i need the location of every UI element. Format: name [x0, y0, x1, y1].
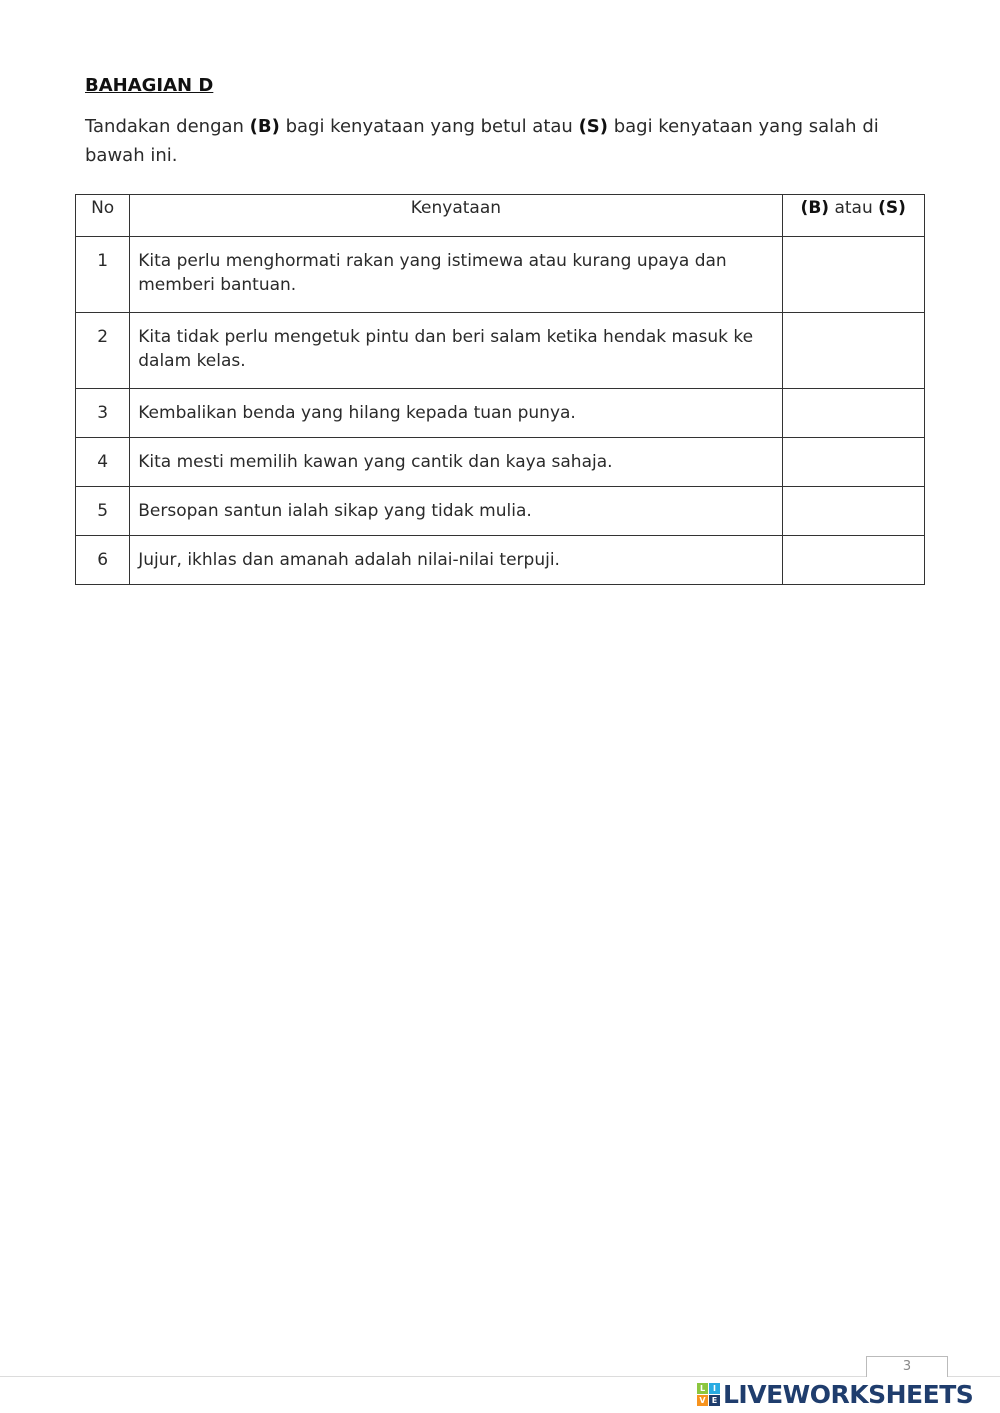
statements-table — [75, 194, 925, 585]
answer-input-3[interactable] — [782, 389, 925, 438]
header-statement: Kenyataan — [130, 195, 782, 237]
logo-mark-letter: E — [709, 1395, 720, 1406]
logo-mark-letter: V — [697, 1395, 708, 1406]
header-no: No — [76, 195, 130, 237]
header-answer-s: (S) — [878, 198, 906, 218]
answer-value[interactable] — [783, 389, 925, 437]
instruction-part-1: Tandakan dengan — [85, 116, 250, 137]
instruction-text — [85, 112, 925, 170]
instruction-s-marker: (S) — [578, 116, 608, 137]
answer-value[interactable] — [783, 487, 925, 535]
logo-text: LIVEWORKSHEETS — [723, 1379, 974, 1409]
table-row — [76, 536, 925, 585]
row-statement: Kita perlu menghormati rakan yang istimewa atau kurang upaya dan memberi bantuan. — [130, 237, 782, 313]
answer-value[interactable] — [783, 438, 925, 486]
logo-mark-letter: I — [709, 1383, 720, 1394]
answer-input-6[interactable] — [782, 536, 925, 585]
row-statement: Bersopan santun ialah sikap yang tidak mulia. — [130, 487, 782, 536]
instruction-part-2: bagi kenyataan yang betul atau — [279, 116, 579, 137]
answer-value[interactable] — [783, 313, 925, 388]
row-statement: Kembalikan benda yang hilang kepada tuan punya. — [130, 389, 782, 438]
table-row — [76, 487, 925, 536]
table-row — [76, 389, 925, 438]
row-number: 5 — [76, 487, 130, 536]
row-number: 6 — [76, 536, 130, 585]
table-row — [76, 438, 925, 487]
answer-input-2[interactable] — [782, 313, 925, 389]
row-statement: Kita tidak perlu mengetuk pintu dan beri salam ketika hendak masuk ke dalam kelas. — [130, 313, 782, 389]
section-title: BAHAGIAN D — [85, 75, 214, 96]
footer-divider — [0, 1376, 1000, 1377]
row-number: 4 — [76, 438, 130, 487]
page-number: 3 — [866, 1356, 948, 1377]
row-number: 2 — [76, 313, 130, 389]
answer-value[interactable] — [783, 237, 925, 312]
table-header-row — [76, 195, 925, 237]
logo-mark-letter: L — [697, 1383, 708, 1394]
header-answer-b: (B) — [800, 198, 830, 218]
header-answer — [782, 195, 925, 237]
answer-value[interactable] — [783, 536, 925, 584]
row-number: 1 — [76, 237, 130, 313]
row-statement: Kita mesti memilih kawan yang cantik dan kaya sahaja. — [130, 438, 782, 487]
row-number: 3 — [76, 389, 130, 438]
row-statement: Jujur, ikhlas dan amanah adalah nilai-nilai terpuji. — [130, 536, 782, 585]
table-row — [76, 313, 925, 389]
answer-input-1[interactable] — [782, 237, 925, 313]
logo-mark-icon — [697, 1383, 720, 1406]
header-answer-mid: atau — [829, 198, 879, 218]
instruction-b-marker: (B) — [249, 116, 280, 137]
answer-input-5[interactable] — [782, 487, 925, 536]
liveworksheets-logo — [697, 1378, 973, 1410]
answer-input-4[interactable] — [782, 438, 925, 487]
table-row — [76, 237, 925, 313]
instruction-part-3: bagi kenyataan yang salah di bawah ini. — [85, 116, 879, 166]
